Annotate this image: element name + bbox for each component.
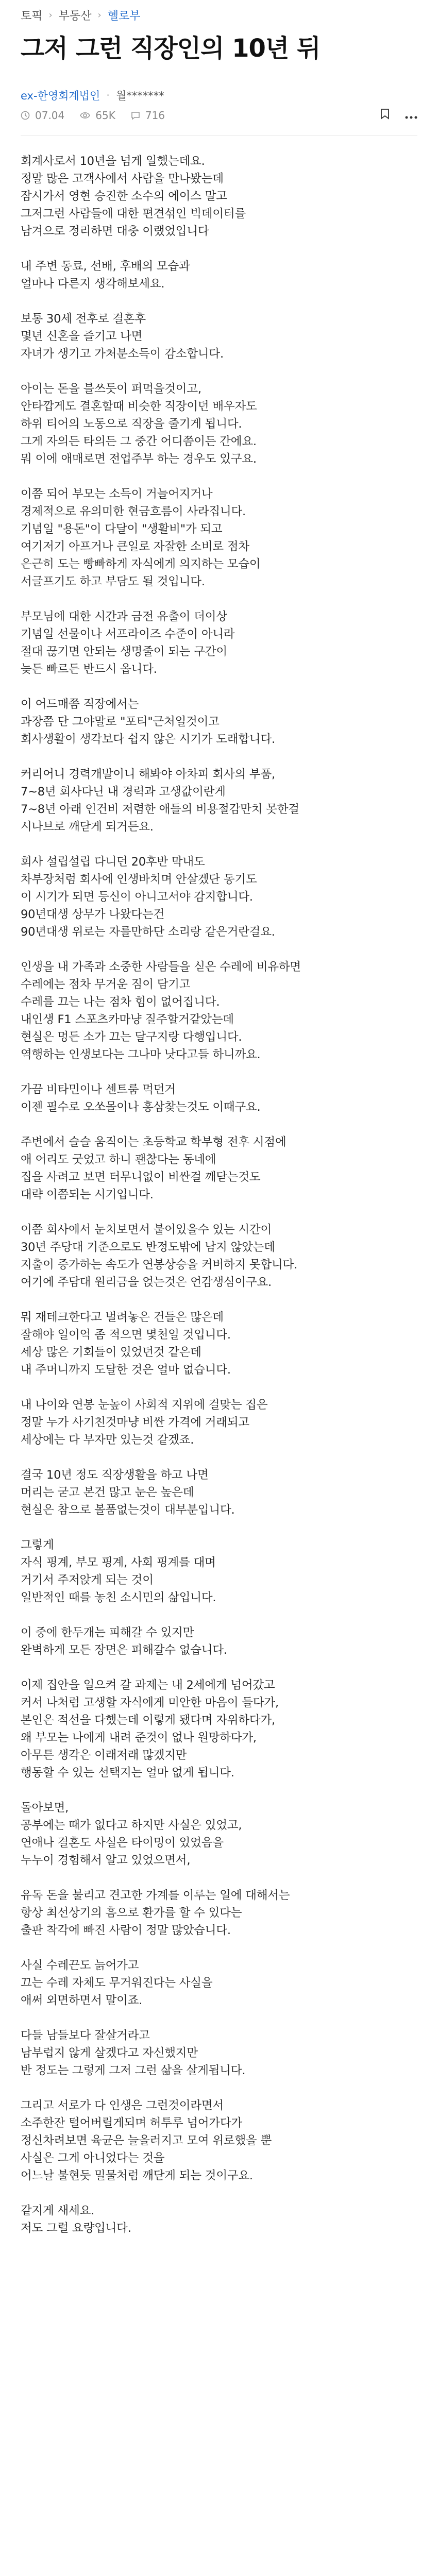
post-body bbox=[21, 152, 417, 2237]
body-paragraph: 뭐 재테크한다고 벌려놓은 건들은 많은데 잘해야 일이억 좀 적으면 몇천일 것입니다. 세상 많은 기회들이 있었던것 같은데 내 주머니까지 도달한 것은 얼마 없습니다. bbox=[21, 1311, 231, 1377]
body-paragraph: 이제 집안을 일으켜 갈 과제는 내 2세에게 넘어갔고 커서 나처럼 고생할 자식에게 미안한 마음이 들다가, 본인은 적선을 다했는데 이렇게 됐다며 자위하다가, 왜 부모는 나에게 내려 준것이 없나 원망하다가, 아무튼 생각은 이래저래 많겠지만 행동할 수 있는 선택지는 얼마 없게 됩니다. bbox=[21, 1679, 279, 1780]
body-paragraph: 가끔 비타민이나 센트룸 먹던거 이젠 필수로 오쏘몰이나 홍삼찾는것도 이때구요. bbox=[21, 1083, 261, 1114]
bookmark-icon[interactable] bbox=[380, 108, 390, 122]
post-date: 07.04 bbox=[35, 109, 65, 122]
comment-count: 716 bbox=[145, 109, 165, 122]
body-paragraph: 다들 남들보다 잘살거라고 남부럽지 않게 살겠다고 자신했지만 반 정도는 그렇게 그저 그런 삶을 살게됩니다. bbox=[21, 2029, 246, 2077]
author-company[interactable]: ex-한영회계법인 bbox=[21, 90, 100, 102]
body-paragraph: 그렇게 자식 핑계, 부모 핑계, 사회 핑계를 대며 거기서 주저앉게 되는 것이 일반적인 때를 놓친 소시민의 삶입니다. bbox=[21, 1538, 216, 1604]
chevron-right-icon: › bbox=[48, 10, 53, 21]
clock-icon bbox=[21, 111, 30, 120]
body-paragraph: 이쯤 회사에서 눈치보면서 붙어있을수 있는 시간이 30년 주당대 기준으로도 반정도밖에 남지 않았는데 지출이 증가하는 속도가 연봉상승을 커버하지 못합니다. 여기에 주담대 원리금을 얹는것은 언감생심이구요. bbox=[21, 1223, 298, 1289]
body-paragraph: 돌아보면, 공부에는 때가 없다고 하지만 사실은 있었고, 연애나 결혼도 사실은 타이밍이 있었음을 누누이 경험해서 알고 있었으면서, bbox=[21, 1801, 242, 1867]
comments-stat bbox=[131, 109, 165, 122]
body-paragraph: 사실 수레끈도 늙어가고 끄는 수레 자체도 무거워진다는 사실을 애써 외면하면서 말이죠. bbox=[21, 1959, 213, 2007]
body-paragraph: 회계사로서 10년을 넘게 일했는데요. 정말 많은 고객사에서 사람을 만나봤는데 잠시가서 영현 승진한 소수의 에이스 말고 그저그런 사람들에 대한 편견섞인 빅데이터를 남겨으로 정리하면 대충 이랬었입니다 bbox=[21, 155, 246, 238]
author-info bbox=[21, 88, 164, 103]
views-stat bbox=[80, 109, 115, 122]
post-actions bbox=[365, 108, 417, 122]
body-paragraph: 인생을 내 가족과 소중한 사람들을 싣은 수레에 비유하면 수레에는 점차 무거운 짐이 담기고 수레를 끄는 나는 점차 힘이 없어집니다. 내인생 F1 스포츠카마냥 질주할거같았는데 현실은 멍든 소가 끄는 달구지랑 다행입니다. 역행하는 인생보다는 그나마 낫다고들 하니까요. bbox=[21, 960, 301, 1061]
separator-dot: · bbox=[106, 89, 110, 101]
more-options-icon[interactable] bbox=[405, 109, 417, 122]
body-paragraph: 그리고 서로가 다 인생은 그런것이라면서 소주한잔 털어버릴게되며 허투루 넘어가다가 정신차려보면 육균은 늘을러지고 모여 위로했을 뿐 사실은 그게 아니었다는 것을 어느날 불현듯 밀물처럼 깨닫게 되는 것이구요. bbox=[21, 2099, 272, 2182]
body-paragraph: 유독 돈을 불리고 견고한 가계를 이루는 일에 대해서는 항상 최선상기의 흠으로 환가를 할 수 있다는 출판 착각에 빠진 사람이 정말 많았습니다. bbox=[21, 1889, 290, 1937]
body-paragraph: 아이는 돈을 블쓰듯이 퍼먹을것이고, 안타깝게도 결혼할때 비슷한 직장이던 배우자도 하위 티어의 노동으로 직장을 줄기게 됩니다. 그게 자의든 타의든 그 중간 어디쯤이든 간에요. 뭐 이에 애매로면 전업주부 하는 경우도 있구요. bbox=[21, 382, 257, 466]
body-paragraph: 내 주변 동료, 선배, 후배의 모습과 얼마나 다른지 생각해보세요. bbox=[21, 260, 190, 291]
breadcrumb-category[interactable]: 부동산 bbox=[58, 10, 92, 23]
post-stats bbox=[21, 109, 417, 122]
eye-icon bbox=[80, 111, 90, 120]
body-paragraph: 커리어니 경력개발이니 해봐야 아차피 회사의 부품, 7~8년 회사다닌 내 경력과 고생값이란게 7~8년 아래 인건비 저렴한 애들의 비용절감만치 못한걸 시나브로 깨닫게 되거든요. bbox=[21, 768, 299, 834]
body-paragraph: 주변에서 슬슬 움직이는 초등학교 학부형 전후 시점에 애 어리도 굿었고 하니 괜찮다는 동네에 집을 사려고 보면 터무니없이 비싼걸 깨닫는것도 대략 이쯤되는 시기입니다. bbox=[21, 1136, 287, 1201]
date-stat bbox=[21, 109, 64, 122]
post-title: 그저 그런 직장인의 10년 뒤 bbox=[21, 34, 321, 63]
view-count: 65K bbox=[95, 109, 115, 122]
body-paragraph: 결국 10년 정도 직장생활을 하고 나면 머리는 굳고 본건 많고 눈은 높은데 현실은 참으로 볼품없는것이 대부분입니다. bbox=[21, 1468, 235, 1517]
body-paragraph: 내 나이와 연봉 눈높이 사회적 지위에 걸맞는 집은 정말 누가 사기친것마냥 비싼 가격에 거래되고 세상에는 다 부자만 있는것 같겠죠. bbox=[21, 1398, 268, 1447]
body-paragraph: 같지게 새세요. 저도 그럴 요량입니다. bbox=[21, 2204, 131, 2235]
comment-icon bbox=[131, 111, 140, 120]
body-paragraph: 이쯤 되어 부모는 소득이 거늘어지거나 경제적으로 유의미한 현금흐름이 사라집니다. 기념일 "용돈"이 다달이 "생활비"가 되고 여기저기 아프거나 큰일로 자잘한 소비로 점차 은근히 도는 빵빠하게 자식에게 의지하는 모습이 서글프기도 하고 부담도 될 것입니다. bbox=[21, 487, 261, 588]
breadcrumb-topic[interactable]: 토픽 bbox=[21, 10, 43, 23]
breadcrumb bbox=[21, 7, 140, 23]
body-paragraph: 부모님에 대한 시간과 금전 유출이 더이상 기념일 선물이나 서프라이즈 수준이 아니라 절대 끊기면 안되는 생명줄이 되는 구간이 늦든 빠르든 반드시 옵니다. bbox=[21, 610, 235, 676]
author-name[interactable]: 월******* bbox=[115, 90, 164, 102]
chevron-right-icon: › bbox=[97, 10, 102, 21]
breadcrumb-board[interactable]: 헬로부 bbox=[107, 10, 141, 23]
body-paragraph: 이 어드매쯤 직장에서는 과장쯤 단 그야말로 "포티"근처일것이고 회사생활이 생각보다 쉽지 않은 시기가 도래합니다. bbox=[21, 698, 275, 746]
body-paragraph: 회사 설립설립 다니던 20후반 막내도 차부장처럼 회사에 인생바치며 안살겠단 동기도 이 시기가 되면 등신이 아니고서야 감지합니다. 90년대생 상무가 나왔다는건 90년대생 위로는 자를만하단 소리랑 같은거란걸요. bbox=[21, 855, 275, 939]
body-paragraph: 보통 30세 전후로 결혼후 몇년 신혼을 즐기고 나면 자녀가 생기고 가처분소득이 감소합니다. bbox=[21, 312, 224, 361]
body-paragraph: 이 중에 한두개는 피해갈 수 있지만 완벽하게 모든 장면은 피해갈수 없습니다. bbox=[21, 1626, 227, 1657]
